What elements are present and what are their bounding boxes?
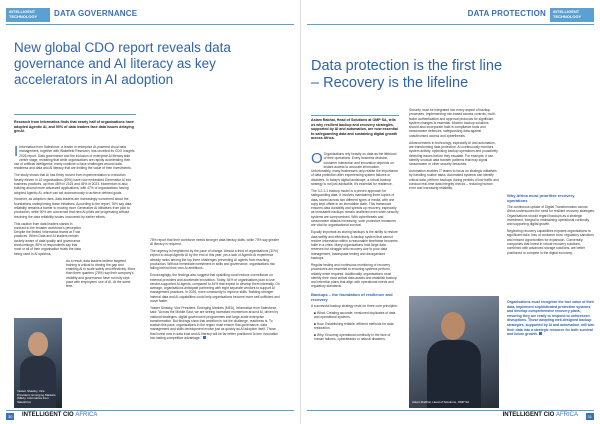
- paragraph: Neglecting recovery capabilities exposes organisations to significant risks: loss of customer trust, regulatory sanctions and missed opportunities for expansion. Conversely, companies that invest in robust recovery solutions, combined with advanced storage solutions, are better positioned to compete in the digital economy.: [507, 229, 594, 255]
- right-column-3: [507, 108, 595, 115]
- paragraph: Yasser Shawky, Vice President, Emerging Markets (MEA), Informatica from Salesforce, said: "Across the Middle East, we are seeing increased momentum around AI, driven by national strategies, digital government programmes and large-scale enterprise transformation. But findings show that ambition is not the challenge, readiness is. To sustain this pace, organisations in the region must ensure that governance, data management and skills development evolve just as quickly as AI adoption itself. Those that invest now in data trust and AI literacy will be far better positioned to turn innovation into lasting competitive advantage.": [150, 305, 279, 341]
- magazine-brand: INTELLIGENT CIO AFRICA: [502, 412, 578, 418]
- right-column-1: [311, 152, 399, 344]
- portrait-head: [441, 312, 465, 340]
- magazine-brand: INTELLIGENT CIO AFRICA: [22, 412, 98, 418]
- paragraph: The continuous uptake of Digital Transformation across Africa underscores the need for resilient recovery strategies. Organisations should regard backups as a strategic investment, integral to maintaining operational continuity and supporting digital growth.: [507, 205, 595, 227]
- paragraph: The urgency is heightened by the pace of change. Almost a third of organisations (31%) expect to adopt Agentic AI by the end of this year, yet a lack of Agentic AI experience already ranks among the top three challenges preventing AI agents from reaching production. Without immediate investment in skills and governance, organisations risk falling behind their own AI ambitions.: [150, 249, 278, 271]
- header-rule: [307, 24, 594, 25]
- paragraph: I Informatica from Salesforce, a leader in enterprise AI-powered cloud data management, together with Wakefield Research, has unveiled its CDO Insights 2026 report. Data governance and the inclusion of enterprise AI literacy take centre stage, revealing that while organisations are rapidly accelerating their use of artificial intelligence, many continue to face challenges around data readiness and data and AI literacy that are limiting the value of their investments.: [14, 143, 135, 171]
- paragraph: The 3-2-1-1 backup model is a proven approach for safeguarding data. It involves maintaining three copies of data, stored across two different types of media, with one copy kept offsite in an immutable state. This framework ensures data durability and speeds up recovery, especially as immutable backups remain unaltered even when security systems are compromised. With cyberthreats and ransomware attacks increasing, such protective measures are vital for organisational survival.: [311, 188, 399, 228]
- right-page: [300, 0, 600, 424]
- section-title: DATA GOVERNANCE: [54, 9, 138, 18]
- dropcap: I: [14, 143, 19, 160]
- paragraph: Equally important as storing backups is the ability to restore data swiftly and effectively. A backup system that cannot restore information within a reasonable timeframe becomes futile in a crisis. Many organisations hold large data reserves but struggle with recovery due to poor data management, inadequate testing and disorganised backups.: [311, 230, 398, 261]
- paragraph: However, as adoption rises, data leaders are increasingly concerned about the foundations underpinning these initiatives. According to the report, 76% say data reliability remains a barrier to moving more Generative AI initiatives from pilot to production, while 90% are concerned that new AI pilots are progressing without resolving the data reliability issues uncovered by earlier efforts.: [14, 197, 132, 219]
- article-headline: New global CDO report reveals data governance and AI literacy as key accelerators in AI adoption: [14, 40, 231, 87]
- right-column-2: [409, 108, 499, 193]
- paragraph: Regular testing and continuous monitoring of recovery procedures are essential to ensuring systems perform reliably when required. Additionally, organisations must identify their most critical data assets and establish backup and retention plans that align with operational needs and regulatory standards.: [311, 262, 397, 289]
- section-title: DATA PROTECTION: [467, 9, 546, 18]
- bullet-item: ■ How: Establishing reliable, efficient methods for data restoration.: [314, 321, 394, 331]
- section-badge: INTELLIGENT TECHNOLOGY: [6, 8, 50, 22]
- executive-photo: [14, 318, 62, 408]
- subheading: Why Africa must prioritise recovery operations: [507, 193, 575, 203]
- paragraph: 75% report that their workforce needs stronger data literacy skills, while 70% say greater AI literacy is required.: [150, 238, 280, 247]
- paragraph: Security must be integrated into every aspect of backup processes. Implementing role-based access controls, multi-factor authentication and approval protocols for significant system changes is essential. Modern backup solutions should also incorporate built-in compliance tools and ransomware defences, safeguarding data against unauthorised access and cyberthreats.: [409, 108, 496, 138]
- pull-quote: Organisations must recognise the true value of their data, implement sophisticated protection systems, and develop comprehensive recovery plans, ensuring they are ready to respond to unforeseen disruptions. Those adopting well-designed backup strategies, supported by AI and automation, will turn their data into a strategic resource for both survival and future growth.: [507, 300, 595, 337]
- intro-paragraph: Aslam Rabhai, Head of Solutions at OMP SA, tells us why resilient backup and recovery strategies, supported by AI and automation, are now essential to safeguarding data and sustaining digital growth across Africa.: [311, 118, 398, 141]
- section-badge: INTELLIGENT TECHNOLOGY: [550, 8, 594, 22]
- photo-caption: Yasser Shawky, Vice President, Emerging Markets (MEA), Informatica from Salesforce: [17, 388, 56, 405]
- end-mark-icon: [539, 332, 542, 335]
- subheading: Backups – the foundation of resilience and recovery: [311, 291, 393, 302]
- intro-text: [14, 120, 136, 136]
- photo-caption: Aslam Rabhai, Head of Solutions, OMP SA: [412, 400, 470, 405]
- left-column-2: [150, 238, 282, 343]
- intro-rule: [311, 115, 399, 116]
- paragraph: Automation enables IT teams to focus on strategic initiatives by handling routine tasks. Automated systems can identify critical data, perform backups during periods of low traffic and conduct real-time data integrity checks – reducing human error and increasing reliability.: [409, 169, 499, 191]
- end-mark-icon: [203, 336, 206, 339]
- paragraph: [507, 108, 595, 112]
- intro-paragraph: Research from Informatica finds that nearly half of organisations have adopted Agentic AI, and 90% of data leaders face data issues delaying genAI.: [14, 120, 134, 134]
- article-headline: Data protection is the first line – Recovery is the lifeline: [311, 58, 503, 91]
- paragraph: The study shows that AI has firmly moved from experimentation to execution. Nearly eleven in 10 organisations (69%) have now embedded Generative AI into business practices, up from 48% in 2024 and 45% in 2023. Momentum is also building around more advanced applications, with 47% of organisations having adopted Agentic AI, which can act autonomously to achieve defined goals.: [14, 173, 132, 195]
- paragraph: This caution from data leaders stands in contrast to the broader workforce's perception. Despite the limited Informatica teams at Trust practices. When Data and AI leaders remain acutely aware of data quality and governance shortcomings, 85% of respondents say that most or all of their organisation trusts the data being used in AI systems.: [14, 221, 82, 256]
- intro-text: [311, 118, 399, 144]
- left-column-1: [14, 145, 136, 291]
- paragraph: Encouragingly, the findings also suggest that upskilling could reduce overreliance on external providers and accelerate innovation. Today, 54% of organisations plan to use vendor-supported AI agents, compared to 44% that expect to develop them internally. On average, organisations anticipate partnering with eight separate vendors to support AI management practices. In 2026, more community to improve skills. Building stronger internal data and AI capabilities could help organisations become more self-sufficient and move faster.: [150, 273, 280, 304]
- portrait-head: [28, 332, 48, 356]
- bullet-item: ■ What: Creating accurate, versioned duplicates of data and operational systems.: [314, 310, 396, 319]
- intro-rule: [14, 114, 136, 115]
- portrait-suit: [427, 340, 481, 408]
- dropcap: O: [311, 150, 323, 167]
- bullet-item: ■ Why: Ensuring operational continuity in the face of human failures, cyberattacks or natural disasters.: [314, 332, 391, 342]
- page-number: 30: [8, 414, 13, 419]
- paragraph: Advancements in technology, especially AI and automation, are transforming data protection. AI continuously monitors system activity, optimising backup operations and proactively detecting issues before they escalate. For example, it can identify unusual data transfer patterns that may signal ransomware or other security breaches.: [409, 140, 498, 167]
- executive-photo: [409, 296, 499, 408]
- paragraph: A successful backup strategy rests on three core principles:: [311, 303, 398, 308]
- right-column-3b: [507, 190, 595, 257]
- page-footer: [307, 410, 594, 420]
- paragraph: O Organisations rely heavily on data as the lifeblood of their operations. Every business decision, customer interaction and innovation depends on instant access to accurate information. Unfortunately, many businesses only realise the importance of data protection after experiencing system failures or disasters. In today's digital landscape, a robust backup strategy is not just advisable, it's essential for resilience.: [311, 150, 398, 187]
- page-number: 31: [587, 414, 592, 419]
- header-rule: [6, 24, 294, 25]
- paragraph: As a result, data leaders believe targeted training is critical to closing the gap and enabling AI to scale safely and effectively. More than three quarters (75%) say their company's visibility and governance have not fully kept pace with employees' use of AI. At the same time.: [66, 258, 136, 289]
- page-footer: [6, 410, 294, 420]
